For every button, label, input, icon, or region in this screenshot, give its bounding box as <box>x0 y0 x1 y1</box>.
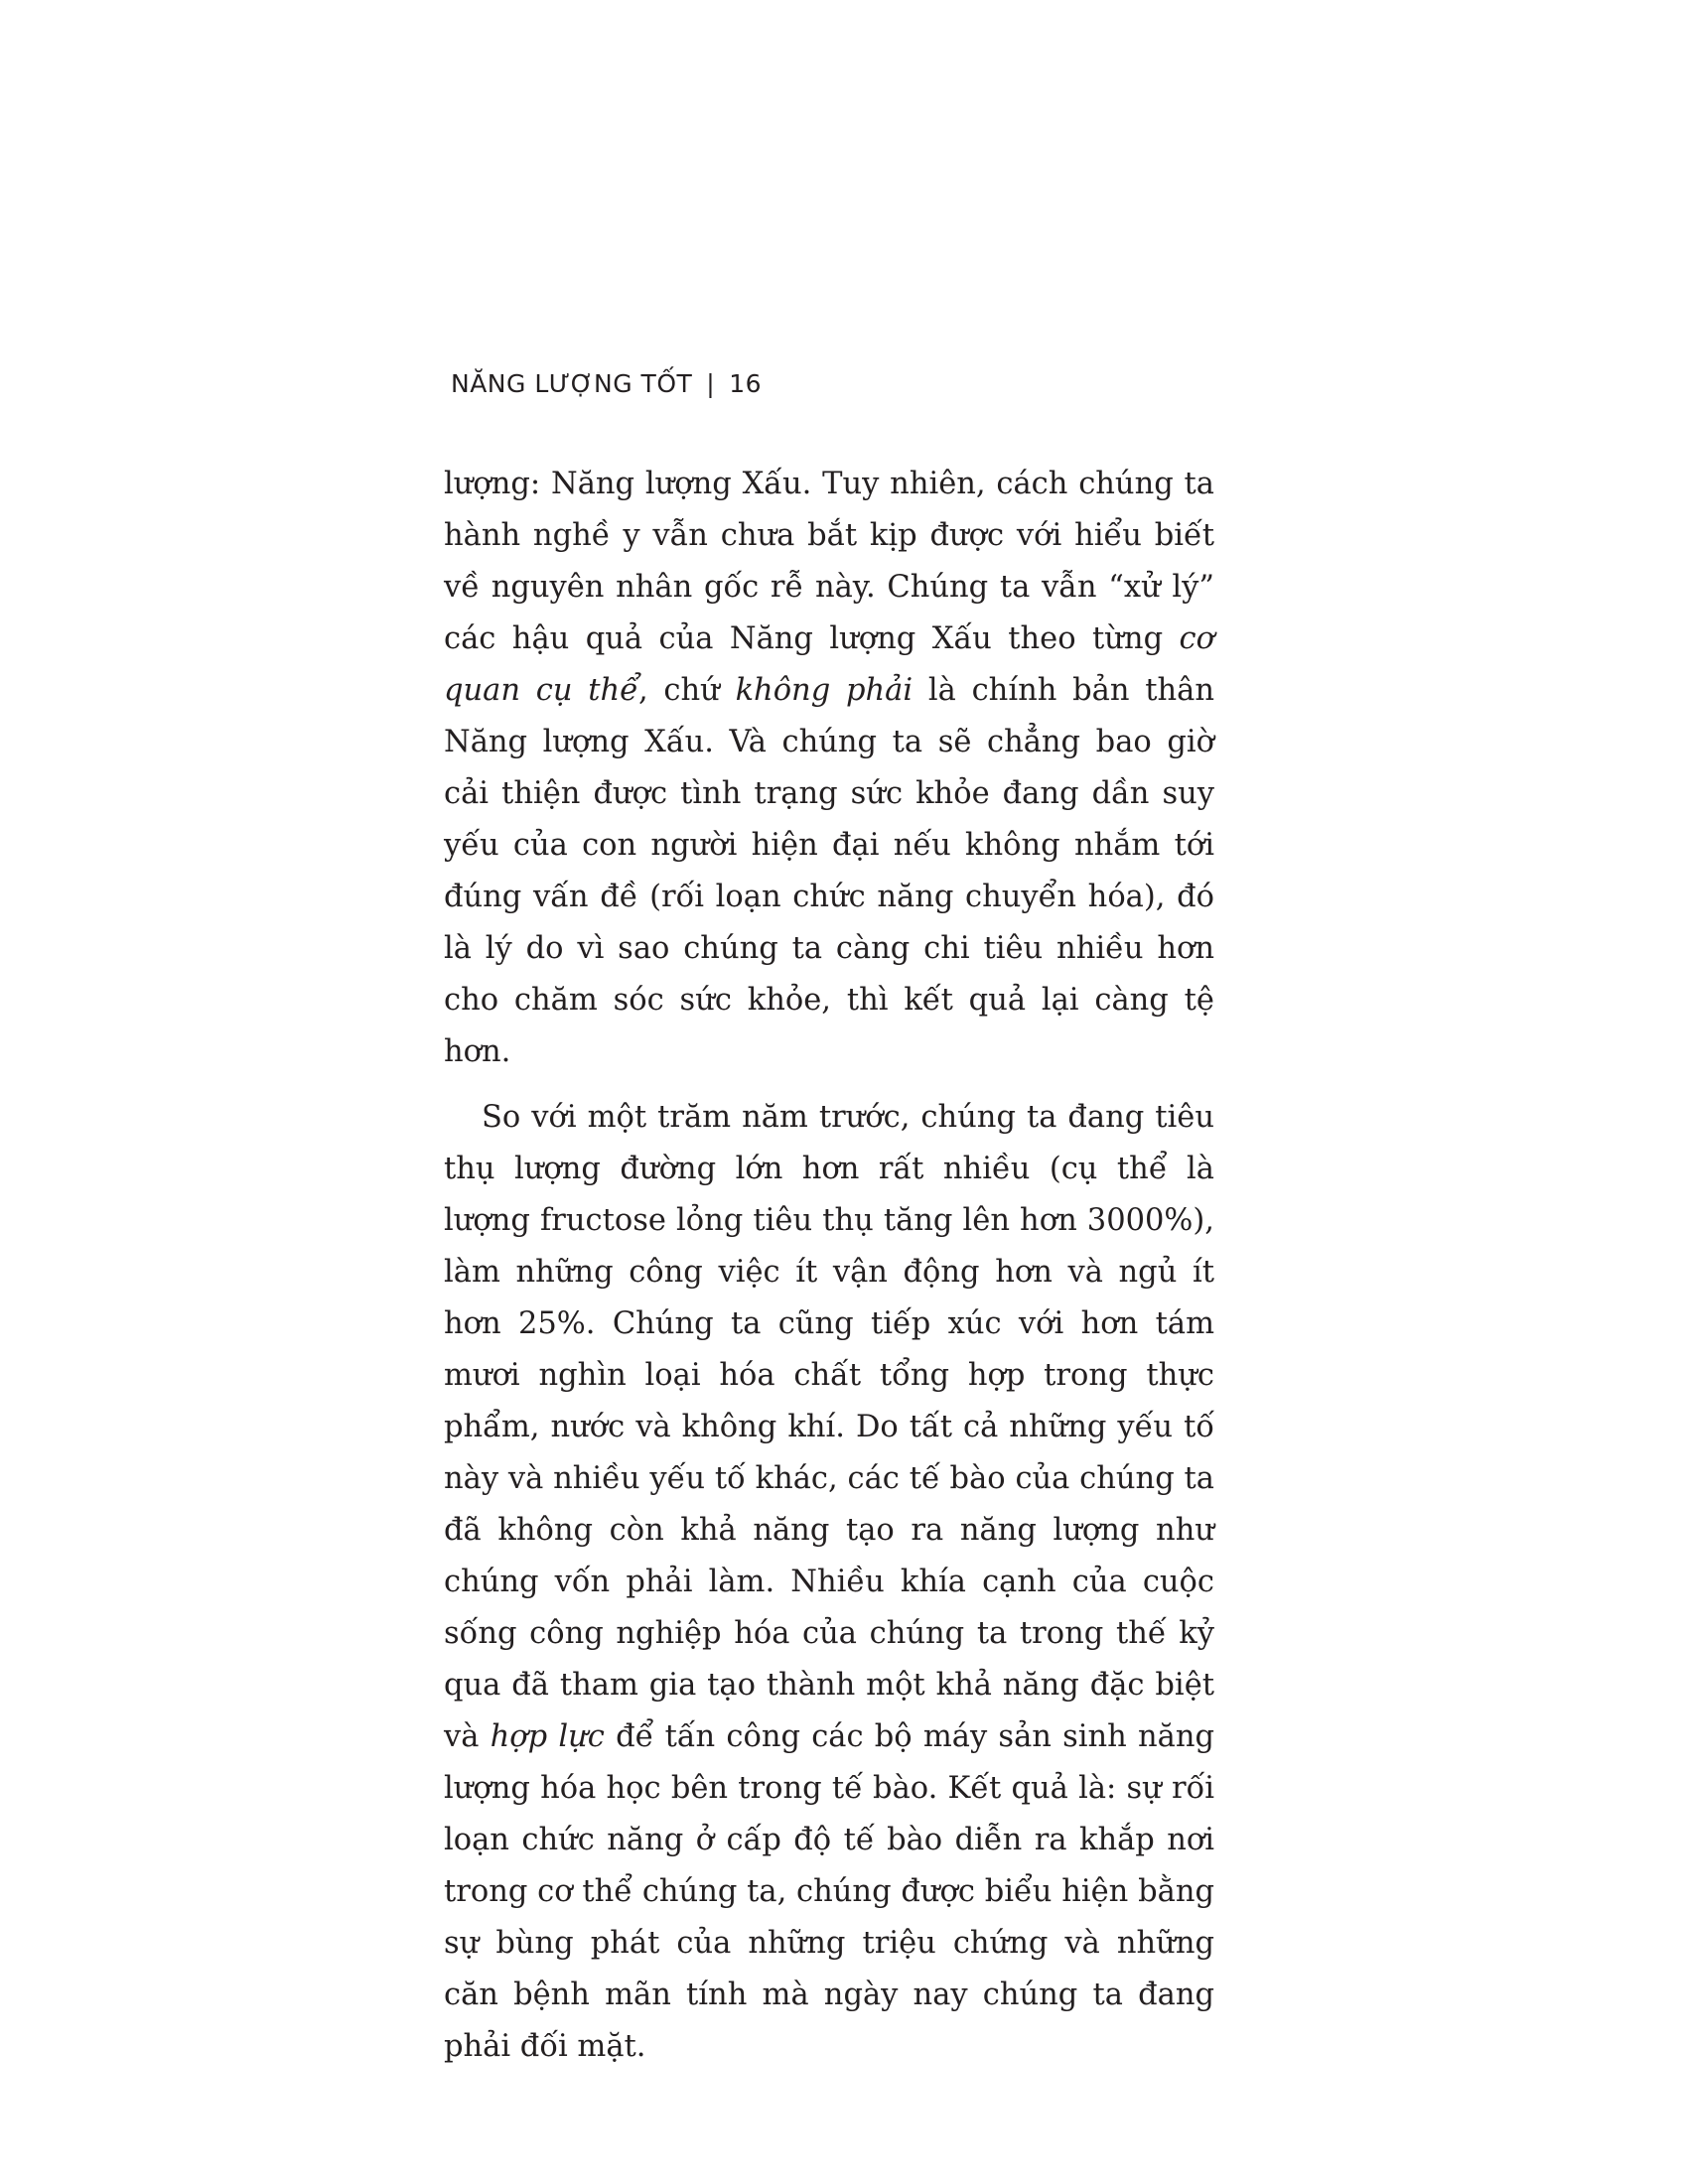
paragraph-1-italic-not: không phải <box>735 673 914 708</box>
paragraph-2-text-b: để tấn công các bộ máy sản sinh năng lượng hóa học bên trong tế bào. Kết quả là: sự rối loạn chức năng ở cấp độ tế bào diễn ra khắp nơi trong cơ thể chúng ta, chúng được biểu hiện bằng sự bùng phát của những triệu chứng và những căn bệnh mãn tính mà ngày nay chúng ta đang phải đối mặt. <box>444 1719 1214 2064</box>
paragraph-1-text-c: là chính bản thân Năng lượng Xấu. Và chúng ta sẽ chẳng bao giờ cải thiện được tình trạng sức khỏe đang dần suy yếu của con người hiện đại nếu không nhắm tới đúng vấn đề (rối loạn chức năng chuyển hóa), đó là lý do vì sao chúng ta càng chi tiêu nhiều hơn cho chăm sóc sức khỏe, thì kết quả lại càng tệ hơn. <box>444 673 1214 1069</box>
paragraph-1-text-b: , chứ <box>637 673 736 708</box>
header-separator: | <box>706 369 716 398</box>
paragraph-2-text-a: So với một trăm năm trước, chúng ta đang tiêu thụ lượng đường lớn hơn rất nhiều (cụ thể là lượng fructose lỏng tiêu thụ tăng lên hơn 3000%), làm những công việc ít vận động hơn và ngủ ít hơn 25%. Chúng ta cũng tiếp xúc với hơn tám mươi nghìn loại hóa chất tổng hợp trong thực phẩm, nước và không khí. Do tất cả những yếu tố này và nhiều yếu tố khác, các tế bào của chúng ta đã không còn khả năng tạo ra năng lượng như chúng vốn phải làm. Nhiều khía cạnh của cuộc sống công nghiệp hóa của chúng ta trong thế kỷ qua đã tham gia tạo thành một khả năng đặc biệt và <box>444 1100 1214 1754</box>
paragraph-1 <box>444 459 1214 1078</box>
body-text <box>444 459 1214 2073</box>
page-number: 16 <box>729 369 763 398</box>
paragraph-2-italic-synergy: hợp lực <box>490 1719 605 1754</box>
paragraph-1-text-a: lượng: Năng lượng Xấu. Tuy nhiên, cách chúng ta hành nghề y vẫn chưa bắt kịp được với hiểu biết về nguyên nhân gốc rễ này. Chúng ta vẫn “xử lý” các hậu quả của Năng lượng Xấu theo từng <box>444 467 1214 656</box>
running-head <box>451 369 762 398</box>
paragraph-2 <box>444 1092 1214 2073</box>
paragraph-1-italic-organ: cơ quan cụ thể <box>444 621 1214 708</box>
book-title: NĂNG LƯỢNG TỐT <box>451 369 693 398</box>
